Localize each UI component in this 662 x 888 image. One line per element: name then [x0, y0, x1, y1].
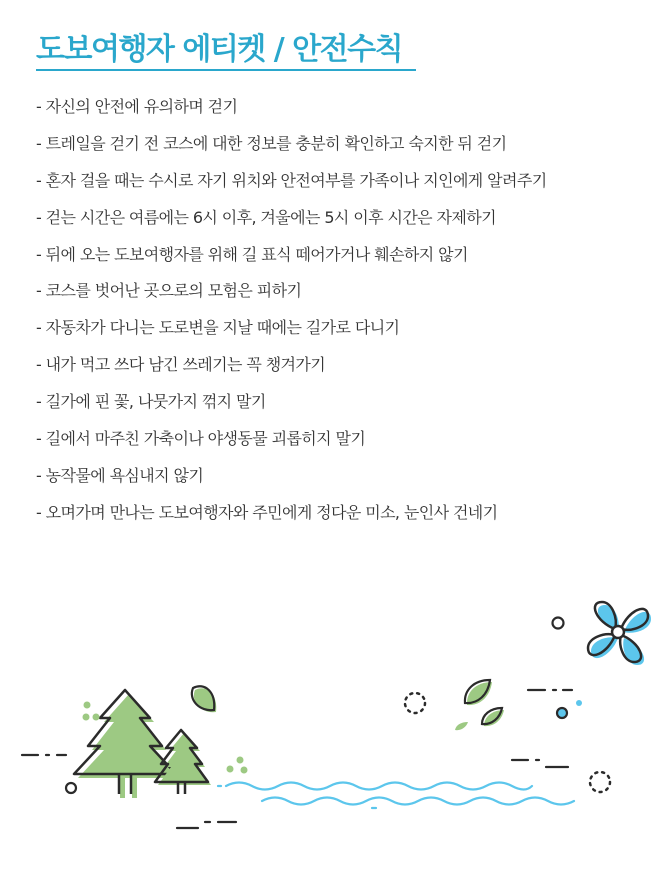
list-item: - 자동차가 다니는 도로변을 지날 때에는 길가로 다니기: [36, 318, 400, 338]
leaf-icon: [465, 680, 492, 705]
circle-decoration: [66, 783, 76, 793]
pinwheel-icon: [588, 602, 651, 665]
tree-icon: [155, 730, 211, 794]
list-item: - 혼자 걸을 때는 수시로 자기 위치와 안전여부를 가족이나 지인에게 알려주기: [36, 170, 547, 190]
etiquette-rules-list: [36, 89, 547, 532]
list-item: - 코스를 벗어난 곳으로의 모험은 피하기: [36, 281, 302, 301]
leaf-icon: [455, 722, 468, 730]
list-item: - 걷는 시간은 여름에는 6시 이후, 겨울에는 5시 이후 시간은 자제하기: [36, 207, 496, 227]
leaf-icon: [192, 686, 216, 712]
nature-illustration: [0, 580, 662, 888]
list-item: - 오며가며 만나는 도보여행자와 주민에게 정다운 미소, 눈인사 건네기: [36, 502, 498, 522]
circle-decoration: [553, 618, 564, 629]
leaf-icon: [482, 708, 504, 726]
circle-decoration: [576, 700, 582, 706]
list-item: - 뒤에 오는 도보여행자를 위해 길 표식 떼어가거나 훼손하지 않기: [36, 244, 468, 264]
dotted-circle-icon: [405, 693, 425, 713]
list-item: - 자신의 안전에 유의하며 걷기: [36, 97, 238, 116]
list-item: - 트레일을 걷기 전 코스에 대한 정보를 충분히 확인하고 숙지한 뒤 걷기: [36, 133, 507, 153]
list-item: - 농작물에 욕심내지 않기: [36, 465, 204, 485]
circle-decoration: [557, 708, 567, 718]
wave-icon: [226, 783, 574, 805]
list-item: - 길에서 마주친 가축이나 야생동물 괴롭히지 말기: [36, 429, 366, 449]
page-title: 도보여행자 에티켓 / 안전수칙: [36, 32, 403, 67]
list-item: - 길가에 핀 꽃, 나뭇가지 꺾지 말기: [36, 392, 266, 412]
title-underline: [36, 69, 416, 71]
dotted-circle-icon: [590, 772, 610, 792]
list-item: - 내가 먹고 쓰다 남긴 쓰레기는 꼭 챙겨가기: [36, 355, 326, 375]
